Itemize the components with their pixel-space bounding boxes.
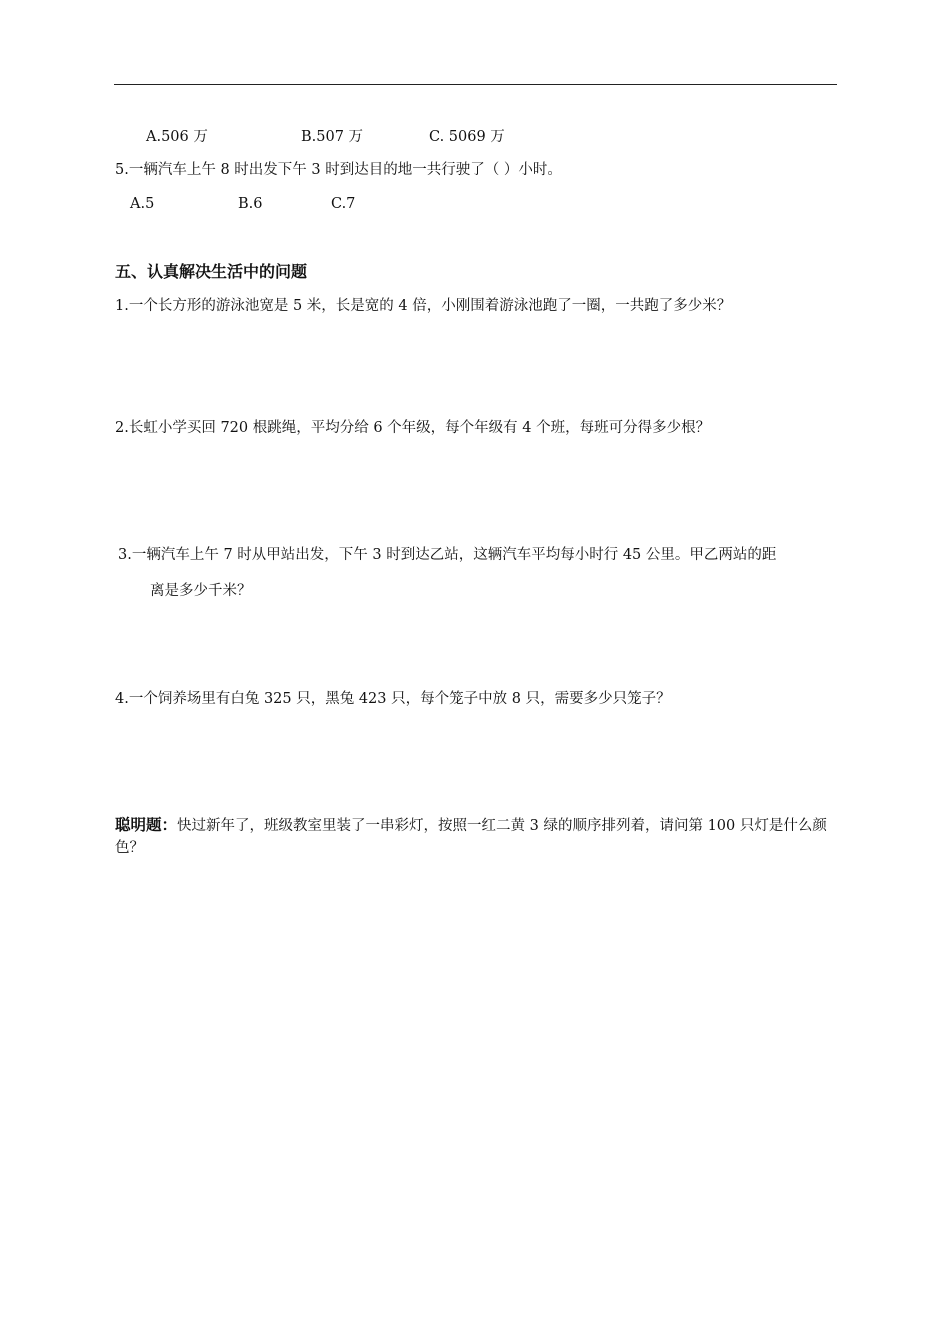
q4-option-c: C. 5069 万 xyxy=(429,129,505,145)
brain-teaser-label: 聪明题： xyxy=(115,816,178,834)
brain-teaser-text: 快过新年了，班级教室里装了一串彩灯，按照一红二黄 3 绿的顺序排列着，请问第 100 只灯是什么颜色？ xyxy=(115,818,827,856)
header-rule xyxy=(114,84,837,85)
q4-option-a: A.506 万 xyxy=(146,129,208,145)
brain-teaser xyxy=(115,814,840,859)
section-title: 五、认真解决生活中的问题 xyxy=(115,262,308,281)
q4-option-b: B.507 万 xyxy=(301,129,364,145)
problem-2: 2.长虹小学买回 720 根跳绳，平均分给 6 个年级，每个年级有 4 个班，每班可分得多少根？ xyxy=(115,420,711,436)
problem-1: 1.一个长方形的游泳池宽是 5 米，长是宽的 4 倍，小刚围着游泳池跑了一圈，一共跑了多少米？ xyxy=(115,298,732,314)
q5-option-b: B.6 xyxy=(238,196,263,212)
q5-option-a: A.5 xyxy=(130,196,155,212)
problem-3-line-2: 离是多少千米？ xyxy=(150,583,252,599)
question-5: 5.一辆汽车上午 8 时出发下午 3 时到达目的地一共行驶了（ ）小时。 xyxy=(115,162,562,178)
problem-3-line-1: 3.一辆汽车上午 7 时从甲站出发，下午 3 时到达乙站，这辆汽车平均每小时行 45 公里。甲乙两站的距 xyxy=(118,547,777,563)
q5-option-c: C.7 xyxy=(331,196,356,212)
problem-4: 4.一个饲养场里有白兔 325 只，黑兔 423 只，每个笼子中放 8 只，需要多少只笼子？ xyxy=(115,691,671,707)
